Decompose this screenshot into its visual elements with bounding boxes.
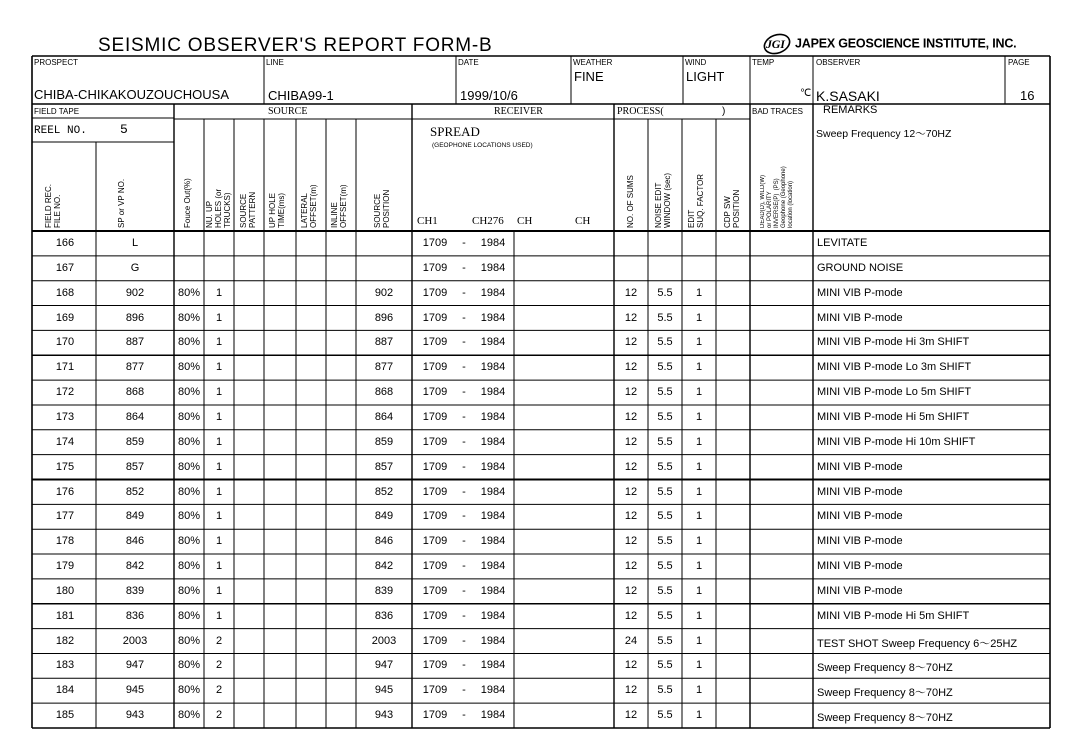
cell-holes: 1	[215, 386, 223, 399]
cell-sp: 877	[125, 361, 145, 374]
ch1-label: CH1	[417, 215, 438, 227]
cell-sp: 839	[125, 584, 145, 597]
cell-dash: -	[462, 386, 466, 399]
cell-sums: 12	[624, 659, 638, 672]
cell-remarks: MINI VIB P-mode	[817, 510, 903, 523]
cell-ch-from: 1709	[422, 634, 448, 647]
cell-sp: 859	[125, 435, 145, 448]
line-label: LINE	[266, 58, 284, 67]
cell-sums: 12	[624, 386, 638, 399]
cell-edit: 1	[695, 460, 703, 473]
logo-text: JGI	[766, 37, 785, 51]
spread-sub-label: (GEOPHONE LOCATIONS USED)	[432, 142, 533, 149]
cell-force: 80%	[177, 659, 201, 672]
cell-dash: -	[462, 311, 466, 324]
cell-holes: 1	[215, 361, 223, 374]
temp-label: TEMP	[752, 58, 775, 67]
cell-pos: 868	[374, 386, 394, 399]
cell-pos: 864	[374, 410, 394, 423]
cell-force: 80%	[177, 535, 201, 548]
bad-traces-label: BAD TRACES	[752, 107, 803, 116]
cell-file: 184	[55, 684, 75, 697]
cell-pos: 849	[374, 510, 394, 523]
cell-noise: 5.5	[657, 609, 673, 622]
cell-pos: 943	[374, 709, 394, 722]
cell-ch-to: 1984	[480, 609, 506, 622]
cell-noise: 5.5	[657, 634, 673, 647]
cell-ch-to: 1984	[480, 684, 506, 697]
cell-ch-from: 1709	[422, 460, 448, 473]
cell-ch-from: 1709	[422, 410, 448, 423]
cell-ch-to: 1984	[480, 361, 506, 374]
cell-sums: 12	[624, 684, 638, 697]
remarks-note: Sweep Frequency 12～70HZ	[816, 128, 952, 140]
cell-file: 169	[55, 311, 75, 324]
cell-ch-to: 1984	[480, 535, 506, 548]
col-field-rec: FIELD REC. FILE NO.	[44, 183, 62, 228]
cell-edit: 1	[695, 634, 703, 647]
col-pattern: SOURCE PATTERN	[239, 191, 257, 228]
cell-remarks: Sweep Frequency 8～70HZ	[817, 712, 953, 725]
cell-edit: 1	[695, 485, 703, 498]
cell-dash: -	[462, 435, 466, 448]
cell-edit: 1	[695, 584, 703, 597]
cell-dash: -	[462, 609, 466, 622]
cell-remarks: MINI VIB P-mode Lo 5m SHIFT	[817, 386, 972, 399]
cell-sp: 852	[125, 485, 145, 498]
cell-edit: 1	[695, 311, 703, 324]
cell-file: 172	[55, 386, 75, 399]
col-noise: NOISE EDIT WINDOW (sec)	[654, 172, 672, 228]
cell-force: 80%	[177, 709, 201, 722]
cell-remarks: MINI VIB P-mode	[817, 286, 903, 299]
cell-ch-to: 1984	[480, 460, 506, 473]
cell-holes: 1	[215, 286, 223, 299]
cell-remarks: GROUND NOISE	[817, 261, 904, 274]
cell-remarks: Sweep Frequency 8～70HZ	[817, 687, 953, 700]
cell-sums: 24	[624, 634, 638, 647]
cell-holes: 1	[215, 560, 223, 573]
cell-holes: 1	[215, 410, 223, 423]
cell-remarks: MINI VIB P-mode Hi 5m SHIFT	[817, 609, 970, 622]
cell-sums: 12	[624, 361, 638, 374]
observer-value: K.SASAKI	[816, 88, 880, 104]
cell-pos: 877	[374, 361, 394, 374]
company-label: JAPEX GEOSCIENCE INSTITUTE, INC.	[795, 36, 1017, 51]
cell-remarks: LEVITATE	[817, 237, 868, 249]
remarks-label: REMARKS	[823, 104, 878, 116]
process-section-label: PROCESS(	[617, 106, 664, 117]
cell-pos: 842	[374, 560, 394, 573]
cell-dash: -	[462, 709, 466, 722]
cell-holes: 1	[215, 460, 223, 473]
page-label: PAGE	[1008, 58, 1030, 67]
cell-force: 80%	[177, 634, 201, 647]
cell-file: 185	[55, 709, 75, 722]
cell-sp: 842	[125, 560, 145, 573]
cell-force: 80%	[177, 410, 201, 423]
col-force: Fouce Out(%)	[183, 178, 192, 228]
cell-noise: 5.5	[657, 336, 673, 349]
cell-file: 175	[55, 460, 75, 473]
cell-ch-from: 1709	[422, 237, 448, 249]
col-lateral: LATERAL OFFSET(m)	[300, 184, 318, 228]
cell-holes: 2	[215, 709, 223, 722]
cell-sums: 12	[624, 460, 638, 473]
reel-label: REEL NO.	[34, 125, 87, 137]
cell-ch-to: 1984	[480, 634, 506, 647]
date-label: DATE	[458, 58, 479, 67]
cell-pos: 2003	[371, 634, 397, 647]
cell-sums: 12	[624, 485, 638, 498]
cell-force: 80%	[177, 460, 201, 473]
weather-value: FINE	[574, 69, 604, 84]
cell-ch-from: 1709	[422, 684, 448, 697]
cell-edit: 1	[695, 609, 703, 622]
cell-edit: 1	[695, 410, 703, 423]
cell-edit: 1	[695, 336, 703, 349]
cell-ch-to: 1984	[480, 410, 506, 423]
cell-dash: -	[462, 510, 466, 523]
cell-sums: 12	[624, 609, 638, 622]
cell-sums: 12	[624, 584, 638, 597]
cell-force: 80%	[177, 560, 201, 573]
cell-dash: -	[462, 659, 466, 672]
cell-ch-from: 1709	[422, 386, 448, 399]
cell-edit: 1	[695, 535, 703, 548]
cell-holes: 1	[215, 584, 223, 597]
cell-sums: 12	[624, 435, 638, 448]
cell-noise: 5.5	[657, 485, 673, 498]
cell-noise: 5.5	[657, 684, 673, 697]
cell-holes: 1	[215, 609, 223, 622]
line-value: CHIBA99-1	[268, 88, 334, 103]
cell-sp: 846	[125, 535, 145, 548]
col-bad-traces: DEAD(D), WILD(W) or POLARITY INVERSE(P) (PS) Geophone (Geophone) location (location)	[760, 166, 794, 228]
cell-remarks: MINI VIB P-mode Hi 3m SHIFT	[817, 336, 970, 349]
cell-noise: 5.5	[657, 510, 673, 523]
ch-label-a: CH	[517, 215, 533, 227]
cell-file: 167	[55, 261, 75, 274]
cell-force: 80%	[177, 684, 201, 697]
cell-remarks: MINI VIB P-mode	[817, 311, 903, 324]
cell-noise: 5.5	[657, 311, 673, 324]
observer-label: OBSERVER	[816, 58, 861, 67]
cell-force: 80%	[177, 485, 201, 498]
cell-dash: -	[462, 410, 466, 423]
cell-edit: 1	[695, 435, 703, 448]
cell-dash: -	[462, 485, 466, 498]
cell-dash: -	[462, 261, 466, 274]
cell-remarks: MINI VIB P-mode	[817, 460, 903, 473]
cell-pos: 947	[374, 659, 394, 672]
cell-file: 183	[55, 659, 75, 672]
col-sp: SP or VP NO.	[117, 178, 126, 228]
cell-sp: 902	[125, 286, 145, 299]
cell-sp: 947	[125, 659, 145, 672]
spread-label: SPREAD	[430, 124, 480, 139]
cell-file: 181	[55, 609, 75, 622]
col-sums: NO. OF SUMS	[626, 175, 635, 228]
cell-ch-to: 1984	[480, 435, 506, 448]
cell-edit: 1	[695, 709, 703, 722]
cell-force: 80%	[177, 386, 201, 399]
cell-noise: 5.5	[657, 709, 673, 722]
cell-ch-from: 1709	[422, 659, 448, 672]
cell-remarks: MINI VIB P-mode	[817, 560, 903, 573]
ch276-label: CH276	[472, 215, 504, 227]
cell-sp: 887	[125, 336, 145, 349]
cell-holes: 1	[215, 311, 223, 324]
cell-holes: 1	[215, 485, 223, 498]
cell-noise: 5.5	[657, 435, 673, 448]
cell-holes: 1	[215, 435, 223, 448]
cell-sums: 12	[624, 410, 638, 423]
cell-holes: 2	[215, 684, 223, 697]
page-value: 16	[1020, 88, 1035, 103]
cell-file: 171	[55, 361, 75, 374]
cell-ch-from: 1709	[422, 311, 448, 324]
cell-dash: -	[462, 535, 466, 548]
cell-ch-to: 1984	[480, 560, 506, 573]
col-inline: INLINE OFFSET(m)	[330, 184, 348, 228]
cell-sums: 12	[624, 535, 638, 548]
cell-edit: 1	[695, 361, 703, 374]
cell-pos: 846	[374, 535, 394, 548]
cell-edit: 1	[695, 659, 703, 672]
process-close: )	[722, 106, 726, 117]
cell-file: 170	[55, 336, 75, 349]
cell-noise: 5.5	[657, 410, 673, 423]
cell-pos: 839	[374, 584, 394, 597]
cell-sp: 836	[125, 609, 145, 622]
cell-force: 80%	[177, 435, 201, 448]
cell-file: 178	[55, 535, 75, 548]
cell-ch-from: 1709	[422, 709, 448, 722]
cell-edit: 1	[695, 286, 703, 299]
cell-ch-from: 1709	[422, 560, 448, 573]
cell-force: 80%	[177, 311, 201, 324]
cell-sums: 12	[624, 709, 638, 722]
cell-noise: 5.5	[657, 361, 673, 374]
cell-dash: -	[462, 684, 466, 697]
cell-ch-from: 1709	[422, 435, 448, 448]
cell-remarks: Sweep Frequency 8～70HZ	[817, 662, 953, 675]
cell-ch-from: 1709	[422, 535, 448, 548]
cell-dash: -	[462, 634, 466, 647]
source-section-label: SOURCE	[268, 106, 308, 117]
cell-noise: 5.5	[657, 286, 673, 299]
cell-noise: 5.5	[657, 535, 673, 548]
cell-holes: 1	[215, 510, 223, 523]
cell-sums: 12	[624, 560, 638, 573]
cell-file: 182	[55, 634, 75, 647]
cell-edit: 1	[695, 684, 703, 697]
cell-pos: 836	[374, 609, 394, 622]
cell-ch-to: 1984	[480, 311, 506, 324]
cell-remarks: MINI VIB P-mode Hi 5m SHIFT	[817, 410, 970, 423]
cell-edit: 1	[695, 510, 703, 523]
col-nu-up: NU. UP HOLES (or TRUCKS)	[205, 188, 232, 228]
cell-ch-to: 1984	[480, 336, 506, 349]
cell-dash: -	[462, 560, 466, 573]
col-cdp: CDP SW POSITION	[723, 189, 741, 228]
cell-file: 176	[55, 485, 75, 498]
cell-ch-from: 1709	[422, 261, 448, 274]
cell-pos: 859	[374, 435, 394, 448]
cell-sp: 943	[125, 709, 145, 722]
cell-file: 179	[55, 560, 75, 573]
cell-sp: 864	[125, 410, 145, 423]
cell-noise: 5.5	[657, 560, 673, 573]
cell-ch-from: 1709	[422, 584, 448, 597]
cell-noise: 5.5	[657, 460, 673, 473]
cell-file: 180	[55, 584, 75, 597]
cell-ch-to: 1984	[480, 510, 506, 523]
cell-ch-to: 1984	[480, 237, 506, 249]
cell-ch-from: 1709	[422, 336, 448, 349]
cell-dash: -	[462, 584, 466, 597]
cell-file: 173	[55, 410, 75, 423]
cell-pos: 857	[374, 460, 394, 473]
cell-sp: 2003	[122, 634, 148, 647]
cell-remarks: MINI VIB P-mode	[817, 485, 903, 498]
reel-value: 5	[120, 122, 128, 137]
cell-remarks: MINI VIB P-mode Lo 3m SHIFT	[817, 361, 972, 374]
cell-force: 80%	[177, 510, 201, 523]
cell-remarks: MINI VIB P-mode	[817, 535, 903, 548]
cell-noise: 5.5	[657, 584, 673, 597]
cell-ch-from: 1709	[422, 510, 448, 523]
cell-force: 80%	[177, 336, 201, 349]
cell-noise: 5.5	[657, 659, 673, 672]
col-edit: EDIT SUQ. FACTOR	[687, 173, 705, 228]
cell-holes: 1	[215, 336, 223, 349]
cell-ch-to: 1984	[480, 485, 506, 498]
cell-sums: 12	[624, 311, 638, 324]
cell-dash: -	[462, 336, 466, 349]
cell-ch-to: 1984	[480, 286, 506, 299]
field-tape-label: FIELD TAPE	[34, 107, 80, 116]
cell-noise: 5.5	[657, 386, 673, 399]
cell-dash: -	[462, 361, 466, 374]
cell-sp: 896	[125, 311, 145, 324]
ch-label-b: CH	[575, 215, 591, 227]
cell-dash: -	[462, 237, 466, 249]
cell-dash: -	[462, 460, 466, 473]
cell-pos: 852	[374, 485, 394, 498]
cell-force: 80%	[177, 286, 201, 299]
cell-force: 80%	[177, 361, 201, 374]
wind-label: WIND	[685, 58, 707, 67]
cell-holes: 2	[215, 634, 223, 647]
cell-pos: 902	[374, 286, 394, 299]
cell-holes: 1	[215, 535, 223, 548]
weather-label: WEATHER	[573, 58, 613, 67]
col-position: SOURCE POSITION	[373, 189, 391, 228]
cell-file: 166	[55, 237, 75, 249]
cell-sp: 868	[125, 386, 145, 399]
wind-value: LIGHT	[686, 69, 725, 84]
prospect-label: PROSPECT	[34, 58, 79, 67]
cell-sp: G	[130, 261, 140, 274]
cell-pos: 896	[374, 311, 394, 324]
cell-ch-to: 1984	[480, 709, 506, 722]
cell-ch-from: 1709	[422, 361, 448, 374]
cell-edit: 1	[695, 386, 703, 399]
cell-remarks: TEST SHOT Sweep Frequency 6～25HZ	[817, 637, 1018, 650]
cell-force: 80%	[177, 609, 201, 622]
temp-unit: ℃	[800, 88, 812, 99]
date-value: 1999/10/6	[460, 88, 518, 103]
cell-sp: 945	[125, 684, 145, 697]
cell-sums: 12	[624, 286, 638, 299]
cell-sums: 12	[624, 336, 638, 349]
cell-sp: 849	[125, 510, 145, 523]
cell-edit: 1	[695, 560, 703, 573]
cell-ch-to: 1984	[480, 659, 506, 672]
cell-ch-from: 1709	[422, 609, 448, 622]
cell-ch-to: 1984	[480, 584, 506, 597]
form-title: SEISMIC OBSERVER'S REPORT FORM-B	[98, 35, 493, 56]
cell-sp: 857	[125, 460, 145, 473]
cell-file: 177	[55, 510, 75, 523]
cell-ch-from: 1709	[422, 485, 448, 498]
cell-remarks: MINI VIB P-mode	[817, 584, 903, 597]
cell-file: 168	[55, 286, 75, 299]
cell-pos: 945	[374, 684, 394, 697]
cell-sums: 12	[624, 510, 638, 523]
prospect-value: CHIBA-CHIKAKOUZOUCHOUSA	[34, 87, 230, 102]
col-uphole: UP HOLE TIME(ms)	[268, 192, 286, 228]
cell-file: 174	[55, 435, 75, 448]
cell-sp: L	[131, 237, 139, 249]
cell-ch-to: 1984	[480, 386, 506, 399]
cell-pos: 887	[374, 336, 394, 349]
cell-remarks: MINI VIB P-mode Hi 10m SHIFT	[817, 435, 976, 448]
cell-holes: 2	[215, 659, 223, 672]
cell-dash: -	[462, 286, 466, 299]
cell-force: 80%	[177, 584, 201, 597]
cell-ch-to: 1984	[480, 261, 506, 274]
receiver-section-label: RECEIVER	[494, 106, 543, 117]
cell-ch-from: 1709	[422, 286, 448, 299]
